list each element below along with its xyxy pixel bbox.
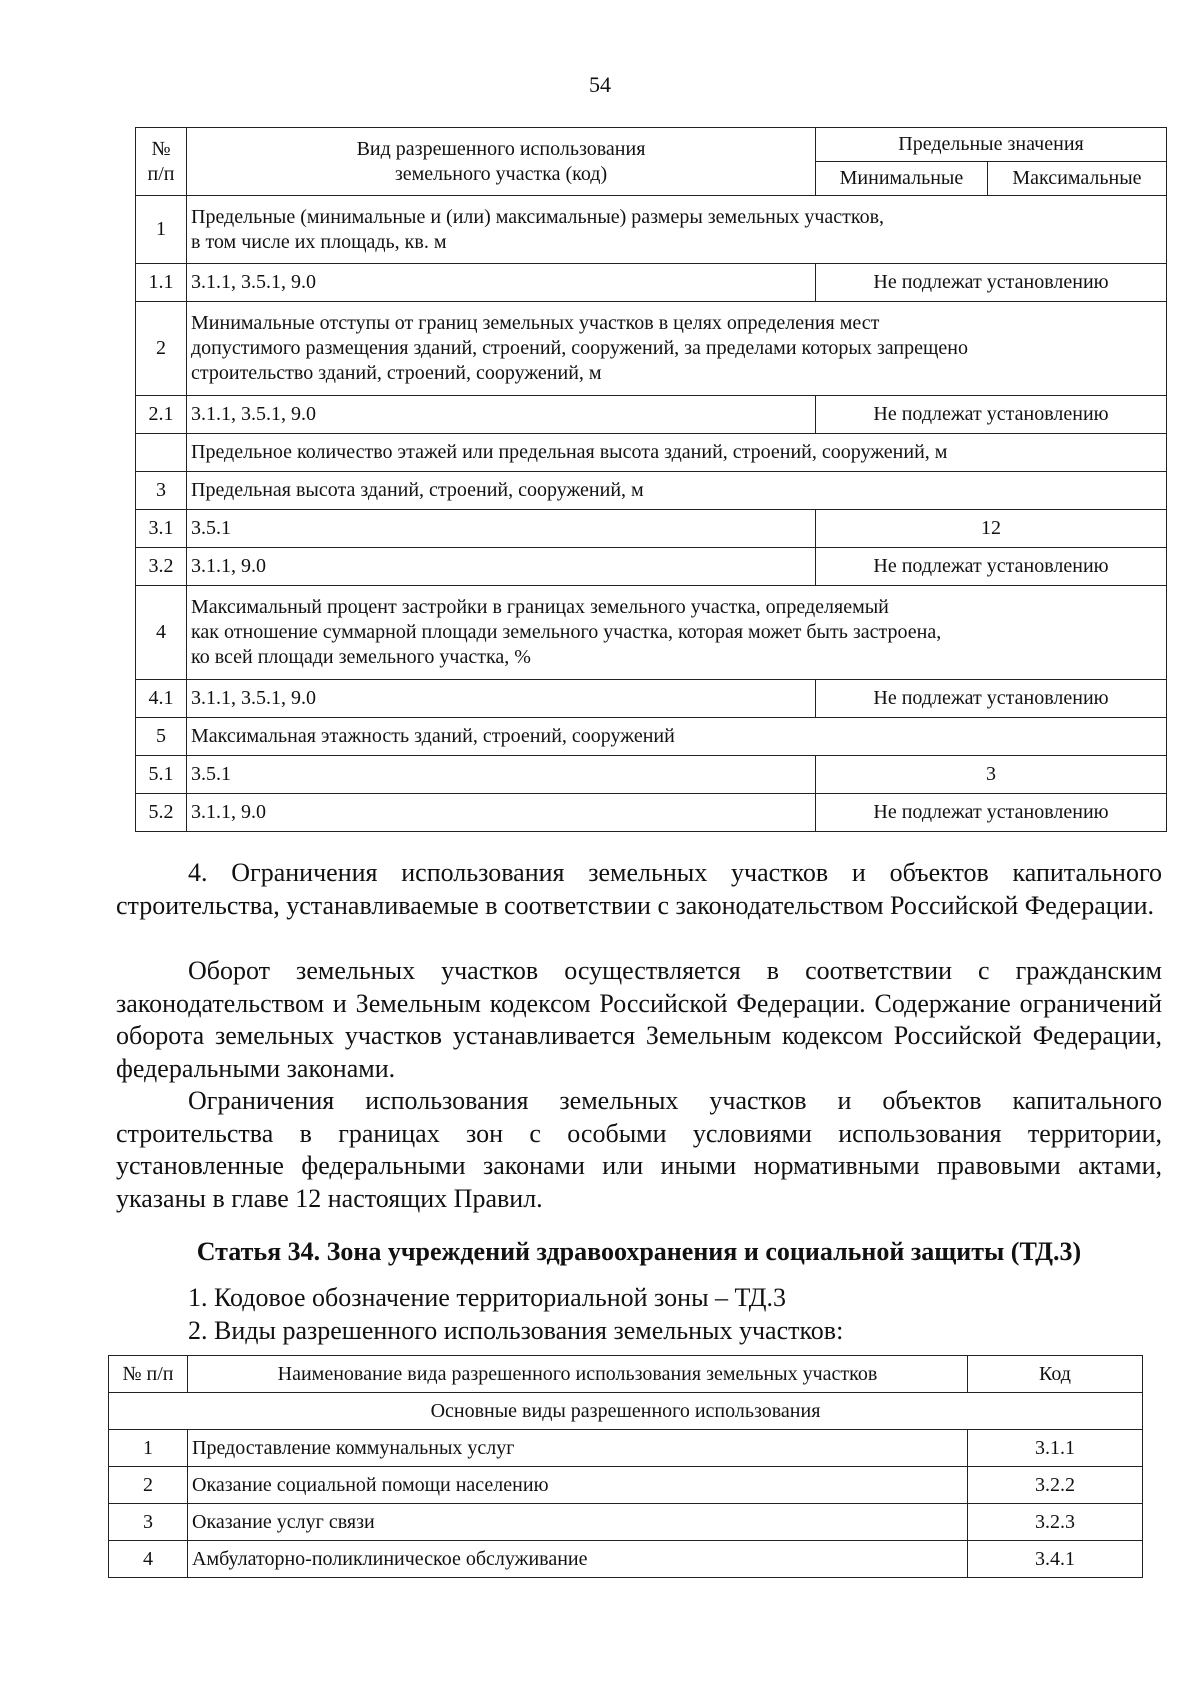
table-row — [136, 264, 1167, 302]
table-row — [136, 680, 1167, 718]
table-row — [109, 1430, 1143, 1467]
table-row — [136, 434, 1167, 472]
row-num: 4 — [109, 1541, 188, 1578]
table-row — [136, 586, 1167, 680]
row-num: 1 — [109, 1430, 188, 1467]
row-num: 2.1 — [136, 396, 187, 434]
row-num: 3 — [109, 1504, 188, 1541]
row-text-line: ко всей площади земельного участка, % — [191, 646, 531, 668]
row-code: 3.2.3 — [968, 1504, 1143, 1541]
col-code-header: Код — [968, 1356, 1143, 1393]
row-code: 3.5.1 — [187, 756, 816, 794]
table-row — [136, 548, 1167, 586]
row-code: 3.1.1, 9.0 — [187, 794, 816, 832]
table-row — [109, 1467, 1143, 1504]
row-text: Предельное количество этажей или предельная высота зданий, строений, сооружений, м — [187, 434, 1167, 472]
row-name: Амбулаторно-поликлиническое обслуживание — [188, 1541, 968, 1578]
list-item: 2. Виды разрешенного использования земельных участков: — [188, 1316, 844, 1345]
table-row — [136, 794, 1167, 832]
col-type-header — [187, 128, 816, 196]
row-value: Не подлежат установлению — [816, 548, 1167, 586]
row-num: 5.1 — [136, 756, 187, 794]
row-num: 5 — [136, 718, 187, 756]
row-value: Не подлежат установлению — [816, 794, 1167, 832]
row-code: 3.1.1 — [968, 1430, 1143, 1467]
row-name: Оказание услуг связи — [188, 1504, 968, 1541]
paragraph-text: 4. Ограничения использования земельных участков и объектов капитального строительства, устанавливаемые в соответствии с законодательством Российской Федерации. — [116, 858, 1162, 920]
col-name-header: Наименование вида разрешенного использования земельных участков — [188, 1356, 968, 1393]
row-text — [187, 302, 1167, 396]
paragraph — [116, 857, 1162, 922]
section-row — [109, 1393, 1143, 1430]
col-num-header-line: № — [151, 137, 171, 160]
permitted-use-table — [108, 1355, 1143, 1578]
list-item: 1. Кодовое обозначение территориальной зоны – ТД.3 — [188, 1283, 787, 1312]
row-code: 3.1.1, 3.5.1, 9.0 — [187, 680, 816, 718]
row-num — [136, 434, 187, 472]
row-text: Предельная высота зданий, строений, сооружений, м — [187, 472, 1167, 510]
row-text-line: Предельные (минимальные и (или) максимальные) размеры земельных участков, — [191, 205, 885, 228]
col-limits-header: Предельные значения — [816, 128, 1167, 162]
row-text-line: в том числе их площадь, кв. м — [191, 230, 447, 253]
paragraph-text: Ограничения использования земельных участков и объектов капитального строительства в границах зон с особыми условиями использования территории, установленные федеральными законами или иными нормативными правовыми актами, указаны в главе 12 настоящих Правил. — [116, 1086, 1162, 1213]
row-num: 1.1 — [136, 264, 187, 302]
section-title: Основные виды разрешенного использования — [109, 1393, 1143, 1430]
limits-table — [135, 127, 1167, 832]
row-code: 3.4.1 — [968, 1541, 1143, 1578]
row-name: Предоставление коммунальных услуг — [188, 1430, 968, 1467]
row-code: 3.1.1, 3.5.1, 9.0 — [187, 264, 816, 302]
page-number: 54 — [589, 72, 611, 97]
row-num: 4 — [136, 586, 187, 680]
article-heading: Статья 34. Зона учреждений здравоохранения и социальной защиты (ТД.3) — [196, 1237, 1082, 1266]
col-min-header: Минимальные — [816, 162, 988, 196]
row-code: 3.1.1, 9.0 — [187, 548, 816, 586]
row-text — [187, 586, 1167, 680]
row-code: 3.2.2 — [968, 1467, 1143, 1504]
table-row — [136, 302, 1167, 396]
table-row — [136, 756, 1167, 794]
row-code: 3.1.1, 3.5.1, 9.0 — [187, 396, 816, 434]
row-num: 3.1 — [136, 510, 187, 548]
row-text-line: Максимальный процент застройки в границах земельного участка, определяемый — [191, 596, 889, 618]
row-text-line: строительство зданий, строений, сооружений, м — [191, 362, 602, 384]
table-row — [136, 472, 1167, 510]
col-num-header — [136, 128, 187, 196]
table-row — [136, 510, 1167, 548]
paragraph — [116, 955, 1162, 1085]
row-text-line: допустимого размещения зданий, строений, сооружений, за пределами которых запрещено — [191, 337, 968, 359]
table-row — [136, 396, 1167, 434]
row-text: Максимальная этажность зданий, строений, сооружений — [187, 718, 1167, 756]
row-value: 12 — [816, 510, 1167, 548]
table-row — [136, 196, 1167, 264]
row-value: Не подлежат установлению — [816, 680, 1167, 718]
row-num: 2 — [109, 1467, 188, 1504]
col-type-header-line: Вид разрешенного использования — [356, 137, 646, 160]
row-text-line: как отношение суммарной площади земельного участка, которая может быть застроена, — [191, 621, 942, 643]
col-num-header-line: п/п — [147, 162, 175, 185]
table-row — [109, 1541, 1143, 1578]
table-row — [109, 1504, 1143, 1541]
table-header-row — [109, 1356, 1143, 1393]
row-num: 3 — [136, 472, 187, 510]
col-num-header: № п/п — [109, 1356, 188, 1393]
col-max-header: Максимальные — [987, 162, 1166, 196]
row-text-line: Минимальные отступы от границ земельных участков в целях определения мест — [191, 312, 880, 334]
row-num: 5.2 — [136, 794, 187, 832]
row-value: 3 — [816, 756, 1167, 794]
row-num: 2 — [136, 302, 187, 396]
row-num: 3.2 — [136, 548, 187, 586]
row-text — [187, 196, 1167, 264]
row-name: Оказание социальной помощи населению — [188, 1467, 968, 1504]
row-value: Не подлежат установлению — [816, 396, 1167, 434]
table-row — [136, 718, 1167, 756]
paragraph-text: Оборот земельных участков осуществляется в соответствии с гражданским законодательством и Земельным кодексом Российской Федерации. Содержание ограничений оборота земельных участков устанавливается Земельным кодексом Российской Федерации, федеральными законами. — [116, 956, 1162, 1083]
col-type-header-line: земельного участка (код) — [394, 162, 608, 185]
row-num: 4.1 — [136, 680, 187, 718]
table-header-row — [136, 128, 1167, 162]
row-code: 3.5.1 — [187, 510, 816, 548]
row-num: 1 — [136, 196, 187, 264]
row-value: Не подлежат установлению — [816, 264, 1167, 302]
paragraph — [116, 1085, 1162, 1215]
